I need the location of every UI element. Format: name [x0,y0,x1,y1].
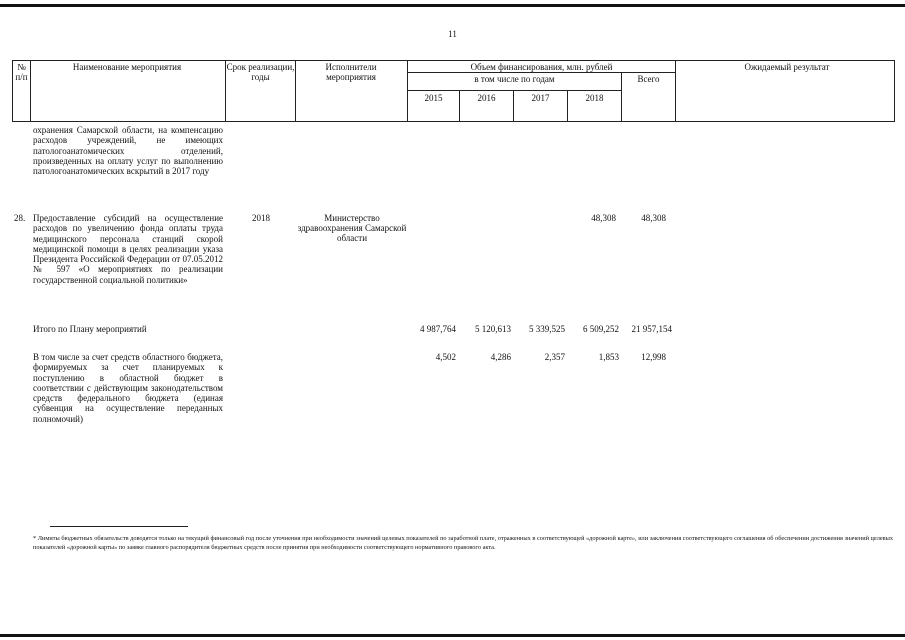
header-num: № п/п [15,62,28,82]
total-2016: 5 120,613 [475,324,511,334]
total-2018: 6 509,252 [583,324,619,334]
header-year-2015: 2015 [424,93,443,103]
years-sub-rule [407,90,621,91]
col-divider-total [675,60,676,122]
funding-sub-rule [407,72,675,73]
footnote-rule [50,526,188,527]
header-bottom-rule [12,121,895,122]
footnote: * Лимиты бюджетных обязательств доводятся только на текущий финансовый год после уточнения при необходимости значений целевых показателей по заработной плате, отраженных в соответствующей «дорожной карте», или заключения соответствующего соглашения об обеспечении достижения значений целевых показателей «дорожной карты» по заявке главного распорядителя бюджетных средств после принятия при необходимости соответствующего нормативного правового акта. [33,535,893,551]
incl-label: В том числе за счет средств областного бюджета, формируемых за счет планируемых к поступлению в областной бюджет в соответствии с действующим законодательством средств федерального бюджета (единая субвенция на осуществление переданных полномочий) [33,352,223,424]
header-year-2018: 2018 [585,93,604,103]
header-total: Всего [637,74,660,84]
continuation-text: охранения Самарской области, на компенсацию расходов учреждений, не имеющих патологоанатомических отделений, произведенных на оплату услуг по выполнению патологоанатомических вскрытий в 2017 году [33,125,223,177]
table-header [12,60,895,122]
row28-executor: Министерство здравоохранения Самарской области [297,213,407,243]
incl-total: 12,998 [641,352,666,362]
total-2017: 5 339,525 [529,324,565,334]
row28-2018: 48,308 [591,213,616,223]
row28-total: 48,308 [641,213,666,223]
row28-num: 28. [14,213,26,223]
incl-2018: 1,853 [598,352,619,362]
incl-2017: 2,357 [544,352,565,362]
scan-bottom-border [0,634,905,637]
incl-2015: 4,502 [435,352,456,362]
header-term: Срок реализации, годы [226,62,295,82]
row28-term: 2018 [252,213,270,223]
row28-name: Предоставление субсидий на осуществление расходов по увеличению фонда оплаты труда медицинского персонала станций скорой медицинской помощи в целях реализации указа Президента Российской Федерации от 07.05.2012 № 597 «О мероприятиях по реализации государственной социальной политики» [33,213,223,285]
header-by-years: в том числе по годам [474,74,555,84]
total-2015: 4 987,764 [420,324,456,334]
header-result: Ожидаемый результат [744,62,830,72]
header-year-2016: 2016 [477,93,496,103]
col-divider-num [30,60,31,122]
header-funding: Объем финансирования, млн. рублей [470,62,613,72]
header-executors: Исполнители мероприятия [325,62,377,82]
header-name: Наименование мероприятия [72,62,182,72]
header-top-rule [12,60,895,61]
incl-2016: 4,286 [490,352,511,362]
header-year-2017: 2017 [531,93,550,103]
header-right-border [894,60,895,122]
total-label: Итого по Плану мероприятий [33,324,147,334]
page-number: 11 [448,29,457,39]
total-all: 21 957,154 [631,324,672,334]
col-divider-term [295,60,296,122]
scan-top-border [0,4,905,7]
